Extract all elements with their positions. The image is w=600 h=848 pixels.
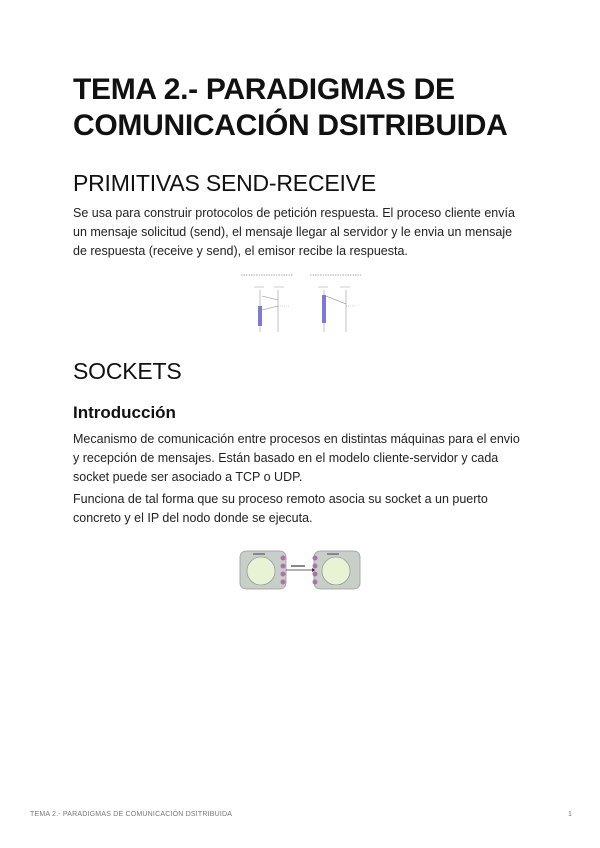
paragraph-sockets-1: Mecanismo de comunicación entre procesos en distintas máquinas para el envio y recepción de mensajes. Están basado en el modelo cliente-servidor y cada socket puede ser asociado a TCP o UDP. [73,432,520,484]
document-title: TEMA 2.- PARADIGMAS DE COMUNICACIÓN DSITRIBUIDA [73,73,508,142]
footer-text: TEMA 2.- PARADIGMAS DE COMUNICACIÓN DSITRIBUIDA [30,811,233,818]
section-heading-primitivas: PRIMITIVAS SEND-RECEIVE [73,170,376,196]
send-receive-diagram [238,270,368,336]
paragraph-sockets-2: Funciona de tal forma que su proceso remoto asocia su socket a un puerto concreto y el IP del nodo donde se ejecuta. [73,492,488,525]
paragraph-primitivas: Se usa para construir protocolos de petición respuesta. El proceso cliente envía un mensaje solicitud (send), el mensaje llegar al servidor y le envia un mensaje de respuesta (receive y send), el emisor recibe la respuesta. [73,206,515,258]
section-heading-sockets: SOCKETS [73,358,182,384]
socket-nodes-diagram [239,545,367,595]
subheading-introduccion: Introducción [73,403,176,422]
page-number: 1 [568,811,572,818]
